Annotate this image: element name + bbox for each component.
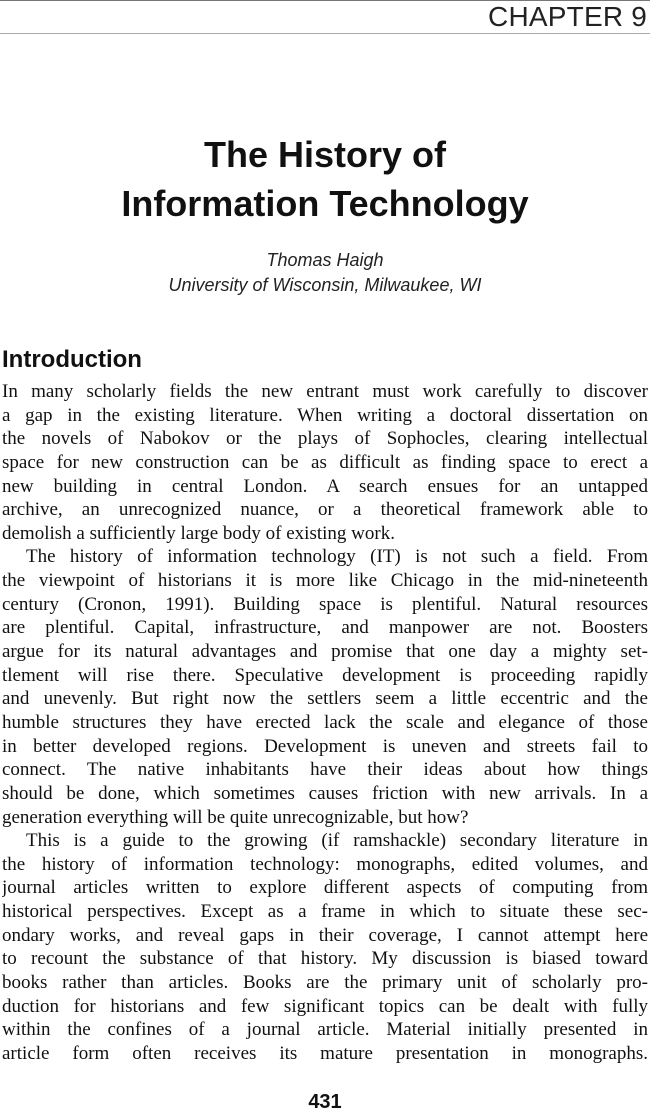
paragraph-line: and unevenly. But right now the settlers seem a little eccentric and the: [2, 688, 648, 710]
paragraph-line: The history of information technology (IT) is not such a field. From: [26, 546, 648, 568]
paragraph-line: within the confines of a journal article. Material initially presented in: [2, 1019, 648, 1041]
paragraph-line: argue for its natural advantages and promise that one day a mighty set-: [2, 641, 648, 663]
paragraph-line: the viewpoint of historians it is more like Chicago in the mid-nineteenth: [2, 570, 648, 592]
paragraph-line: humble structures they have erected lack the scale and elegance of those: [2, 711, 648, 733]
paragraph-2: [2, 545, 648, 829]
paragraph-line: space for new construction can be as difficult as finding space to erect a: [2, 451, 648, 473]
paragraph-line: new building in central London. A search ensues for an untapped: [2, 475, 648, 497]
chapter-title-line-1: The History of: [203, 134, 446, 175]
paragraph-line: to recount the substance of that history. My discussion is biased toward: [2, 948, 648, 970]
paragraph-line: books rather than articles. Books are the primary unit of scholarly pro-: [2, 972, 648, 994]
paragraph-line: should be done, which sometimes causes friction with new arrivals. In a: [2, 782, 648, 804]
paragraph-line: connect. The native inhabitants have their ideas about how things: [2, 759, 648, 781]
paragraph-line: the history of information technology: monographs, edited volumes, and: [2, 853, 648, 875]
paragraph-line: a gap in the existing literature. When writing a doctoral dissertation on: [2, 404, 648, 426]
header-bottom-rule: [0, 33, 650, 34]
paragraph-line: archive, an unrecognized nuance, or a theoretical framework able to: [2, 499, 648, 521]
paragraph-line: In many scholarly fields the new entrant must work carefully to discover: [2, 381, 648, 402]
chapter-title-line-2: Information Technology: [121, 183, 529, 224]
page-number: 431: [308, 1091, 342, 1113]
paragraph-line: in better developed regions. Development is uneven and streets fail to: [2, 735, 648, 757]
paragraph-3: [2, 829, 648, 1065]
author-name: Thomas Haigh: [266, 250, 384, 270]
paragraph-line: duction for historians and few significant topics can be dealt with fully: [2, 995, 648, 1017]
paragraph-line: journal articles written to explore different aspects of computing from: [2, 877, 648, 899]
body-text: [2, 380, 648, 1066]
paragraph-line: This is a guide to the growing (if ramshackle) secondary literature in: [26, 830, 648, 852]
chapter-label: CHAPTER 9: [488, 1, 647, 32]
paragraph-line: the novels of Nabokov or the plays of Sophocles, clearing intellectual: [2, 428, 648, 450]
author-block: [0, 248, 650, 298]
paragraph-line: are plentiful. Capital, infrastructure, and manpower are not. Boosters: [2, 617, 648, 639]
paragraph-line: generation everything will be quite unrecognizable, but how?: [2, 806, 469, 828]
chapter-title: [0, 130, 650, 228]
paragraph-line: tlement will rise there. Speculative development is proceeding rapidly: [2, 664, 648, 686]
paragraph-line: article form often receives its mature presentation in monographs.: [2, 1042, 648, 1064]
paragraph-line: historical perspectives. Except as a frame in which to situate these sec-: [2, 901, 648, 923]
section-heading: Introduction: [2, 346, 142, 373]
author-affiliation: University of Wisconsin, Milwaukee, WI: [168, 275, 482, 295]
paragraph-1: [2, 380, 648, 545]
paragraph-line: ondary works, and reveal gaps in their coverage, I cannot attempt here: [2, 924, 648, 946]
paragraph-line: century (Cronon, 1991). Building space is plentiful. Natural resources: [2, 593, 648, 615]
paragraph-line: demolish a sufficiently large body of existing work.: [2, 522, 395, 544]
